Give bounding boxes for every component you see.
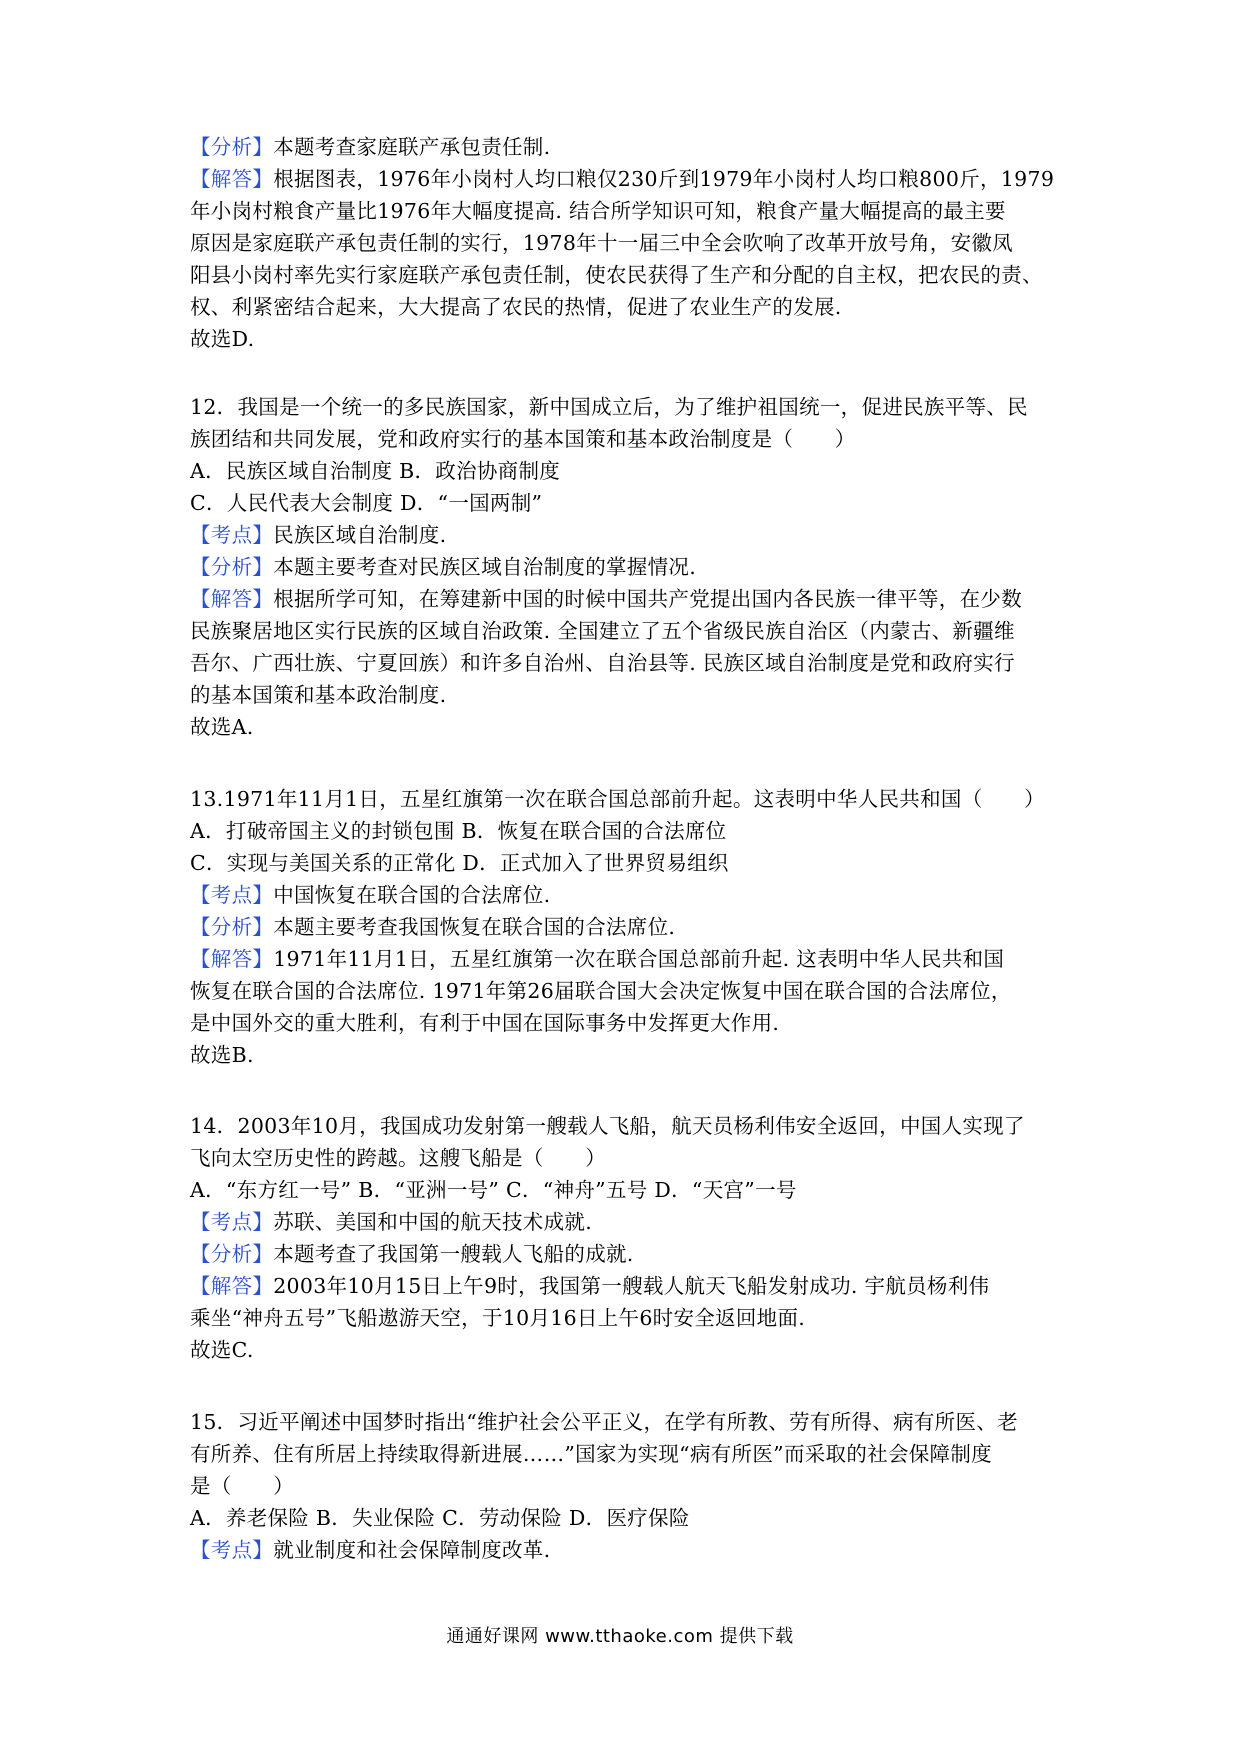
analysis-tag: 【分析】 <box>190 915 274 939</box>
q14-kaodian: 【考点】苏联、美国和中国的航天技术成就. <box>190 1210 593 1234</box>
q12-answer-line: 吾尔、广西壮族、宁夏回族）和许多自治州、自治县等. 民族区域自治制度是党和政府实行 <box>190 651 1015 675</box>
answer-tag: 【解答】 <box>190 947 274 971</box>
q12-choice: 故选A. <box>190 715 254 739</box>
q14-stem-line: 飞向太空历史性的跨越。这艘飞船是（ ） <box>190 1146 606 1170</box>
answer-tag: 【解答】 <box>190 587 274 611</box>
kaodian-tag: 【考点】 <box>190 883 274 907</box>
q12-analysis: 【分析】本题主要考查对民族区域自治制度的掌握情况. <box>190 555 697 579</box>
q12-answer-line: 【解答】根据所学可知，在筹建新中国的时候中国共产党提出国内各民族一律平等，在少数 <box>190 587 1023 611</box>
answer-tag: 【解答】 <box>190 1274 274 1298</box>
q14-options-line: A．“东方红一号” B．“亚洲一号” C．“神舟”五号 D．“天宫”一号 <box>190 1178 797 1202</box>
q12-options-line: A．民族区域自治制度 B．政治协商制度 <box>190 459 561 483</box>
q11-analysis-text: 本题考查家庭联产承包责任制. <box>273 135 551 159</box>
q12-stem-line: 族团结和共同发展，党和政府实行的基本国策和基本政治制度是（ ） <box>190 427 856 451</box>
q14-choice: 故选C. <box>190 1338 254 1362</box>
kaodian-tag: 【考点】 <box>190 523 274 547</box>
q13-options-line: C．实现与美国关系的正常化 D．正式加入了世界贸易组织 <box>190 851 729 875</box>
q13-answer-line: 【解答】1971年11月1日，五星红旗第一次在联合国总部前升起. 这表明中华人民共和国 <box>190 947 1005 971</box>
q11-answer-line: 阳县小岗村率先实行家庭联产承包责任制，使农民获得了生产和分配的自主权，把农民的责、 <box>190 263 1043 287</box>
q14-analysis: 【分析】本题考查了我国第一艘载人飞船的成就. <box>190 1242 634 1266</box>
q15-stem-line: 是（ ） <box>190 1474 294 1498</box>
analysis-tag: 【分析】 <box>190 1242 274 1266</box>
q12-stem-line: 12．我国是一个统一的多民族国家，新中国成立后，为了维护祖国统一，促进民族平等、民 <box>190 395 1028 419</box>
page-footer: 通通好课网 www.tthaoke.com 提供下载 <box>446 1626 794 1647</box>
q12-kaodian: 【考点】民族区域自治制度. <box>190 523 447 547</box>
q13-analysis: 【分析】本题主要考查我国恢复在联合国的合法席位. <box>190 915 676 939</box>
q13-stem-line: 13.1971年11月1日，五星红旗第一次在联合国总部前升起。这表明中华人民共和国（ ） <box>190 787 1045 811</box>
q12-options-line: C．人民代表大会制度 D．“一国两制” <box>190 491 543 515</box>
q13-answer-line: 恢复在联合国的合法席位. 1971年第26届联合国大会决定恢复中国在联合国的合法席位， <box>190 979 1012 1003</box>
analysis-tag: 【分析】 <box>190 135 274 159</box>
q12-answer-line: 民族聚居地区实行民族的区域自治政策. 全国建立了五个省级民族自治区（内蒙古、新疆维 <box>190 619 1015 643</box>
q11-answer-line: 权、利紧密结合起来，大大提高了农民的热情，促进了农业生产的发展. <box>190 295 842 319</box>
q14-answer-line: 乘坐“神舟五号”飞船遨游天空，于10月16日上午6时安全返回地面. <box>190 1306 806 1330</box>
q15-stem-line: 有所养、住有所居上持续取得新进展……”国家为实现“病有所医”而采取的社会保障制度 <box>190 1442 992 1466</box>
q13-answer-line: 是中国外交的重大胜利，有利于中国在国际事务中发挥更大作用. <box>190 1011 780 1035</box>
q11-choice: 故选D. <box>190 327 255 351</box>
kaodian-tag: 【考点】 <box>190 1210 274 1234</box>
q11-answer-line: 年小岗村粮食产量比1976年大幅度提高. 结合所学知识可知，粮食产量大幅提高的最主要 <box>190 199 1006 223</box>
q15-kaodian: 【考点】就业制度和社会保障制度改革. <box>190 1538 551 1562</box>
q13-choice: 故选B. <box>190 1043 254 1067</box>
q15-options-line: A．养老保险 B．失业保险 C．劳动保险 D．医疗保险 <box>190 1506 690 1530</box>
kaodian-tag: 【考点】 <box>190 1538 274 1562</box>
analysis-tag: 【分析】 <box>190 555 274 579</box>
q13-options-line: A．打破帝国主义的封锁包围 B．恢复在联合国的合法席位 <box>190 819 727 843</box>
q14-answer-line: 【解答】2003年10月15日上午9时，我国第一艘载人航天飞船发射成功. 宇航员杨利伟 <box>190 1274 990 1298</box>
q13-kaodian: 【考点】中国恢复在联合国的合法席位. <box>190 883 551 907</box>
q15-stem-line: 15．习近平阐述中国梦时指出“维护社会公平正义，在学有所教、劳有所得、病有所医、老 <box>190 1410 1018 1434</box>
q11-analysis <box>190 131 550 163</box>
q12-answer-line: 的基本国策和基本政治制度. <box>190 683 447 707</box>
q11-answer-line: 原因是家庭联产承包责任制的实行，1978年十一届三中全会吹响了改革开放号角，安徽凤 <box>190 231 1013 255</box>
q14-stem-line: 14．2003年10月，我国成功发射第一艘载人飞船，航天员杨利伟安全返回，中国人实现了 <box>190 1114 1025 1138</box>
q11-answer-line: 【解答】根据图表，1976年小岗村人均口粮仅230斤到1979年小岗村人均口粮800斤，1979 <box>190 167 1055 191</box>
answer-tag: 【解答】 <box>190 167 274 191</box>
